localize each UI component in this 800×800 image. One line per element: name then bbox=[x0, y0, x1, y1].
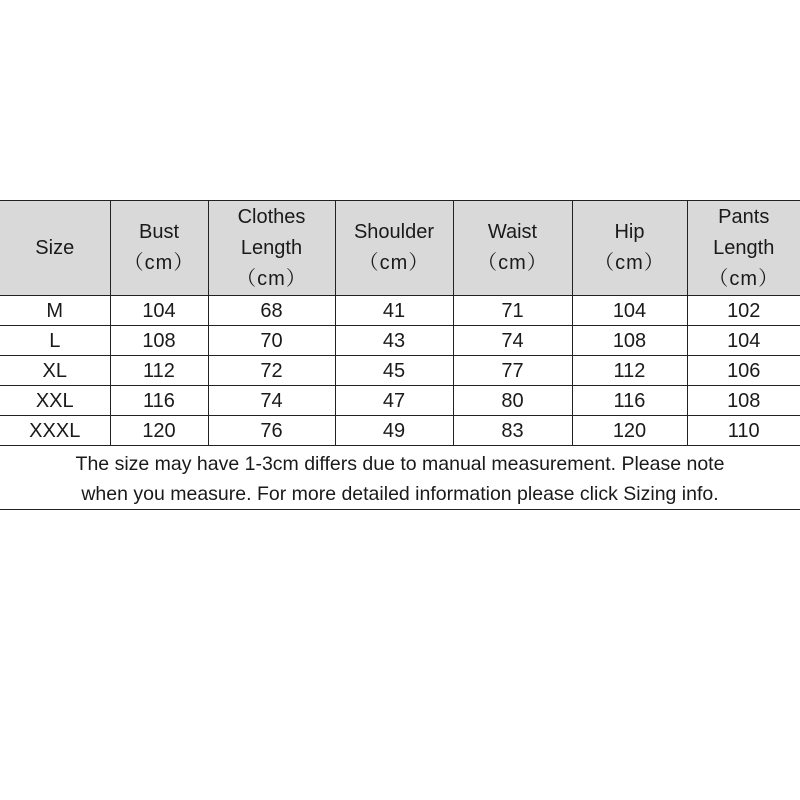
measurement-note bbox=[0, 446, 800, 510]
cell-hip: 104 bbox=[572, 296, 687, 326]
cell-shoulder: 45 bbox=[335, 356, 453, 386]
header-shoulder: Shoulder （cm） bbox=[335, 201, 453, 296]
header-size: Size bbox=[0, 201, 110, 296]
cell-size: XXXL bbox=[0, 416, 110, 446]
cell-bust: 120 bbox=[110, 416, 208, 446]
cell-hip: 116 bbox=[572, 386, 687, 416]
cell-hip: 120 bbox=[572, 416, 687, 446]
cell-pants-length: 108 bbox=[687, 386, 800, 416]
table-row bbox=[0, 356, 800, 386]
table-row bbox=[0, 326, 800, 356]
table-row bbox=[0, 296, 800, 326]
cell-hip: 112 bbox=[572, 356, 687, 386]
cell-pants-length: 102 bbox=[687, 296, 800, 326]
cell-shoulder: 47 bbox=[335, 386, 453, 416]
cell-waist: 71 bbox=[453, 296, 572, 326]
cell-size: M bbox=[0, 296, 110, 326]
header-bust: Bust （cm） bbox=[110, 201, 208, 296]
table-row bbox=[0, 386, 800, 416]
cell-bust: 116 bbox=[110, 386, 208, 416]
size-table bbox=[0, 200, 800, 446]
cell-bust: 104 bbox=[110, 296, 208, 326]
cell-clothes-length: 72 bbox=[208, 356, 335, 386]
header-waist: Waist （cm） bbox=[453, 201, 572, 296]
cell-size: L bbox=[0, 326, 110, 356]
cell-bust: 108 bbox=[110, 326, 208, 356]
note-line: The size may have 1-3cm differs due to manual measurement. Please note bbox=[75, 453, 725, 475]
cell-clothes-length: 76 bbox=[208, 416, 335, 446]
cell-waist: 83 bbox=[453, 416, 572, 446]
cell-pants-length: 106 bbox=[687, 356, 800, 386]
cell-waist: 74 bbox=[453, 326, 572, 356]
cell-hip: 108 bbox=[572, 326, 687, 356]
header-clothes-length: Clothes Length （cm） bbox=[208, 201, 335, 296]
cell-pants-length: 104 bbox=[687, 326, 800, 356]
cell-size: XXL bbox=[0, 386, 110, 416]
size-chart bbox=[0, 200, 800, 510]
cell-shoulder: 41 bbox=[335, 296, 453, 326]
cell-shoulder: 43 bbox=[335, 326, 453, 356]
cell-waist: 77 bbox=[453, 356, 572, 386]
cell-clothes-length: 74 bbox=[208, 386, 335, 416]
cell-pants-length: 110 bbox=[687, 416, 800, 446]
header-hip: Hip （cm） bbox=[572, 201, 687, 296]
cell-size: XL bbox=[0, 356, 110, 386]
cell-shoulder: 49 bbox=[335, 416, 453, 446]
cell-clothes-length: 68 bbox=[208, 296, 335, 326]
cell-bust: 112 bbox=[110, 356, 208, 386]
cell-clothes-length: 70 bbox=[208, 326, 335, 356]
note-line: when you measure. For more detailed information please click Sizing info. bbox=[81, 483, 719, 505]
header-row bbox=[0, 201, 800, 296]
cell-waist: 80 bbox=[453, 386, 572, 416]
header-pants-length: Pants Length （cm） bbox=[687, 201, 800, 296]
table-row bbox=[0, 416, 800, 446]
